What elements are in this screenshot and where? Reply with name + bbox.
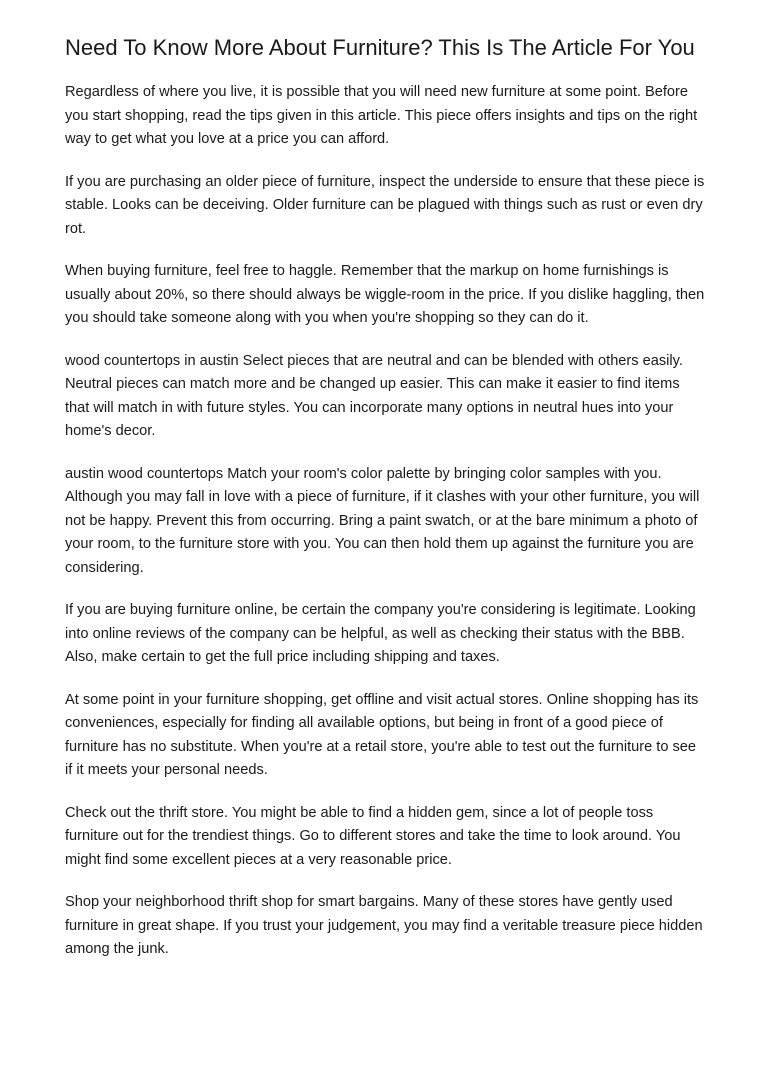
paragraph-buying-online: If you are buying furniture online, be certain the company you're considering is legitimate. Looking into online reviews of the company can be helpful, as well as checking their status with the BBB. Also, make certain to get the full price including shipping and taxes.	[65, 602, 696, 665]
paragraph-color-palette: austin wood countertops Match your room's color palette by bringing color samples with you. Although you may fall in love with a piece of furniture, if it clashes with your other furniture, you will not be happy. Prevent this from occurring. Bring a paint swatch, or at the bare minimum a photo of your room, to the furniture store with you. You can then hold them up against the furniture you are considering.	[65, 465, 700, 576]
article-title: Need To Know More About Furniture? This Is The Article For You	[65, 35, 695, 60]
paragraph-older-furniture: If you are purchasing an older piece of furniture, inspect the underside to ensure that these piece is stable. Looks can be deceiving. Older furniture can be plagued with things such as rust or even dry rot.	[65, 173, 705, 237]
paragraph-thrift-shop-bargains: Shop your neighborhood thrift shop for smart bargains. Many of these stores have gently used furniture in great shape. If you trust your judgement, you may find a veritable treasure piece hidden among the junk.	[65, 894, 703, 957]
paragraph-visit-stores: At some point in your furniture shopping, get offline and visit actual stores. Online shopping has its conveniences, especially for finding all available options, but being in front of a good piece of furniture has no substitute. When you're at a retail store, you're able to test out the furniture to see if it meets your personal needs.	[65, 691, 699, 778]
paragraph-haggle: When buying furniture, feel free to haggle. Remember that the markup on home furnishings is usually about 20%, so there should always be wiggle-room in the price. If you dislike haggling, then you should take someone along with you when you're shopping so they can do it.	[65, 263, 705, 326]
paragraph-thrift-store: Check out the thrift store. You might be able to find a hidden gem, since a lot of people toss furniture out for the trendiest things. Go to different stores and take the time to look around. You might find some excellent pieces at a very reasonable price.	[65, 804, 681, 868]
paragraph-neutral-pieces: wood countertops in austin Select pieces that are neutral and can be blended with others easily. Neutral pieces can match more and be changed up easier. This can make it easier to find items that will match in with future styles. You can incorporate many options in neutral hues into your home's decor.	[65, 352, 683, 439]
paragraph-intro: Regardless of where you live, it is possible that you will need new furniture at some point. Before you start shopping, read the tips given in this article. This piece offers insights and tips on the right way to get what you love at a price you can afford.	[65, 84, 698, 147]
document-page	[65, 36, 705, 981]
